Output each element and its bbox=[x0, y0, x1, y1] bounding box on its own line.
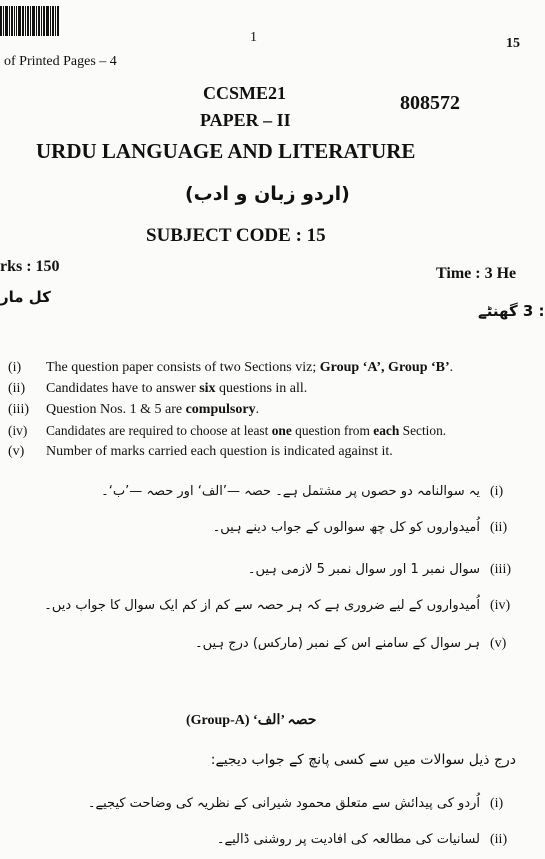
instruction-en-v: (v) Number of marks carried each question is indicated against it. bbox=[8, 444, 393, 459]
instruction-ur-iii: سوال نمبر 1 اور سوال نمبر 5 لازمی ہیں۔ (iii) bbox=[247, 562, 511, 577]
group-a-question-ii: لسانیات کی مطالعہ کی افادیت پر روشنی ڈالیے۔ (ii) bbox=[216, 832, 508, 847]
marks-urdu: کل مار bbox=[0, 288, 51, 306]
group-a-intro: درج ذیل سوالات میں سے کسی پانچ کے جواب دیجیے: bbox=[210, 752, 516, 768]
group-a-question-i: اُردو کی پیدائش سے متعلق محمود شیرانی کے نظریہ کی وضاحت کیجیے۔ (i) bbox=[87, 796, 504, 811]
printed-pages: of Printed Pages – 4 bbox=[4, 54, 117, 69]
top-right-number: 15 bbox=[506, 36, 520, 51]
instruction-en-iv: (iv) Candidates are required to choose at least one question from each Section. bbox=[8, 423, 447, 438]
time-urdu: : 3 گھنٹے bbox=[478, 302, 545, 320]
instruction-ur-iv: اُمیدواروں کے لیے ضروری ہے کہ ہر حصہ سے کم از کم ایک سوال کا جواب دیں۔ (iv) bbox=[44, 598, 511, 613]
group-a-heading: (Group-A) ‘حصہ ’الف bbox=[186, 713, 317, 728]
max-time: Time : 3 He bbox=[436, 265, 517, 282]
page-title: URDU LANGUAGE AND LITERATURE bbox=[36, 139, 416, 163]
instruction-en-ii: (ii) Candidates have to answer six questions in all. bbox=[8, 381, 308, 396]
instruction-ur-i: یہ سوالنامہ دو حصوں پر مشتمل ہے۔ حصہ —’الف‘ اور حصہ —’ب‘۔ (i) bbox=[101, 484, 504, 499]
instruction-en-i: (i) The question paper consists of two Sections viz; Group ‘A’, Group ‘B’. bbox=[8, 360, 454, 375]
instruction-en-iii: (iii) Question Nos. 1 & 5 are compulsory. bbox=[8, 402, 260, 417]
max-marks: rks : 150 bbox=[0, 258, 60, 275]
urdu-title: (اردو زبان و ادب) bbox=[185, 183, 350, 205]
serial-number: 808572 bbox=[400, 92, 460, 114]
course-code: CCSME21 bbox=[203, 83, 287, 103]
instruction-ur-ii: اُمیدواروں کو کل چھ سوالوں کے جواب دینے ہیں۔ (ii) bbox=[212, 520, 508, 535]
barcode bbox=[0, 6, 70, 36]
subject-code: SUBJECT CODE : 15 bbox=[146, 225, 326, 246]
instruction-ur-v: ہر سوال کے سامنے اس کے نمبر (مارکس) درج ہیں۔ (v) bbox=[195, 636, 507, 651]
paper-number: PAPER – II bbox=[200, 110, 291, 130]
page-number: 1 bbox=[250, 30, 257, 45]
